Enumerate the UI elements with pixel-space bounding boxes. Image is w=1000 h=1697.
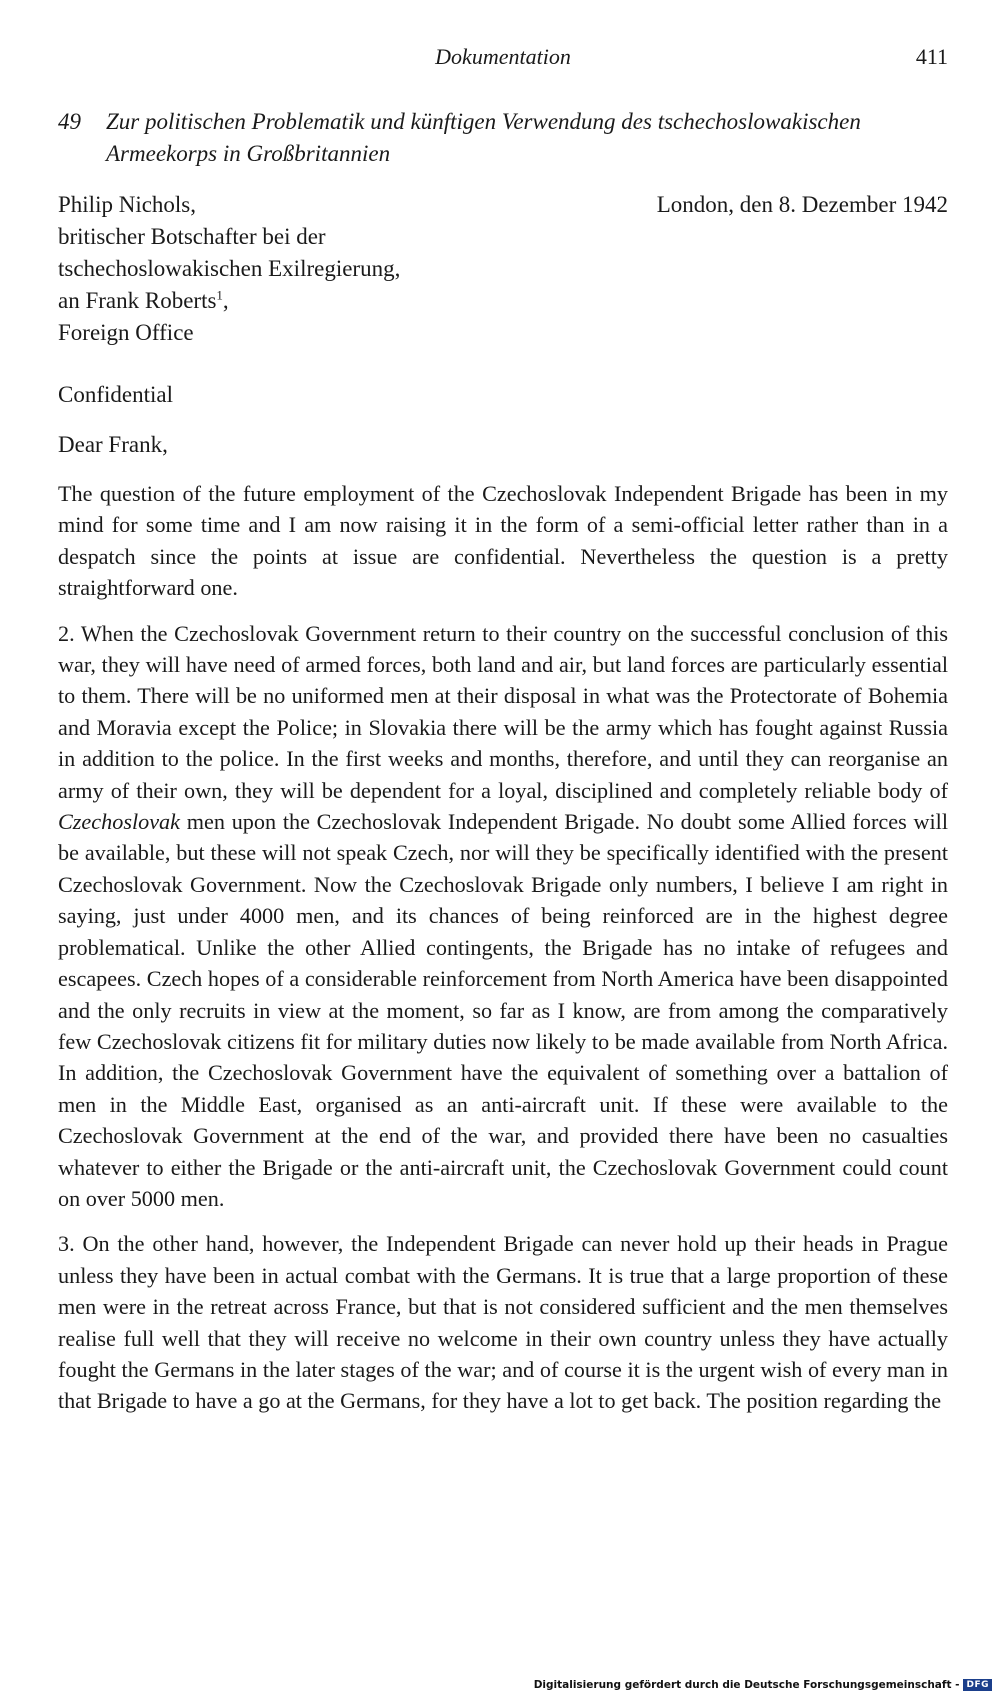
sender-line-recipient (58, 285, 948, 317)
sender-line: Philip Nichols, (58, 192, 197, 217)
letter-body (58, 478, 948, 1431)
salutation: Dear Frank, (58, 432, 168, 457)
paragraph-1: The question of the future employment of the Czechoslovak Independent Brigade has been in my mind for some time and I am now raising it in the form of a semi-official letter rather than in a despatch since the points at issue are confidential. Nevertheless the question is a pretty straightforward one. (58, 481, 948, 601)
running-header (58, 44, 948, 74)
page-number: 411 (915, 44, 948, 69)
paragraph-2-rest: men upon the Czechoslovak Independent Brigade. No doubt some Allied forces will be available, but these will not speak Czech, nor will they be specifically identified with the present Czechoslovak Government. Now the Czechoslovak Brigade only numbers, I believe I am right in saying, just under 4000 men, and its chances of being reinforced are in the highest degree problematical. Unlike the other Allied contingents, the Brigade has no intake of refugees and escapees. Czech hopes of a considerable reinforcement from North America have been disappointed and the only recruits in view at the moment, so far as I know, are from among the comparatively few Czechoslovak citizens fit for military duties now likely to be made available from North Africa. In addition, the Czechoslovak Government have the equivalent of something over a battalion of men in the Middle East, organised as an anti-aircraft unit. If these were available to the Czechoslovak Government at the end of the war, and provided there have been no casualties whatever to either the Brigade or the anti-aircraft unit, the Czechoslovak Government could count on over 5000 men. (58, 809, 948, 1211)
document-title: Zur politischen Problematik und künftigen Verwendung des tschechoslowakischen Armeekorps in Großbritannien (106, 109, 861, 166)
sender-line: Foreign Office (58, 320, 194, 345)
classification-label: Confidential (58, 382, 173, 407)
italic-term: Czechoslovak (58, 809, 180, 835)
running-title: Dokumentation (435, 44, 571, 69)
document-heading (58, 106, 948, 170)
paragraph-2-start: 2. When the Czechoslovak Government return to their country on the successful conclusion of this war, they will have need of armed forces, both land and air, but land forces are particularly essential to them. There will be no uniformed men at their disposal in what was the Protectorate of Bohemia and Moravia except the Police; in Slovakia there will be the army which has fought against Russia in addition to the police. In the first weeks and months, therefore, and until they can reorganise an army of their own, they will be dependent for a loyal, disciplined and completely reliable body of (58, 620, 948, 803)
recipient-comma: , (222, 288, 229, 313)
sender-line: britischer Botschafter bei der (58, 224, 326, 249)
credit-text: Digitalisierung gefördert durch die Deutsche Forschungsgemeinschaft - (533, 1679, 960, 1691)
paragraph-3: 3. On the other hand, however, the Independent Brigade can never hold up their heads in Prague unless they have been in actual combat with the Germans. It is true that a large proportion of these men were in the retreat across France, but that is not considered sufficient and the men themselves realise full well that they will receive no welcome in their own country unless they have actually fought the Germans in the later stages of the war; and of course it is the urgent wish of every man in that Brigade to have a go at the Germans, for they have a lot to get back. The position regarding the (58, 1231, 948, 1414)
document-number: 49 (58, 109, 81, 134)
dfg-logo-icon: DFG (963, 1679, 992, 1691)
recipient-name: an Frank Roberts (58, 288, 217, 313)
paragraph-2 (58, 618, 948, 1215)
digitization-credit (534, 1679, 992, 1691)
sender-line: tschechoslowakischen Exilregierung, (58, 256, 401, 281)
place-date: London, den 8. Dezember 1942 (656, 192, 948, 217)
footnote-marker[interactable]: 1 (216, 287, 223, 303)
letter-metadata (58, 189, 948, 349)
